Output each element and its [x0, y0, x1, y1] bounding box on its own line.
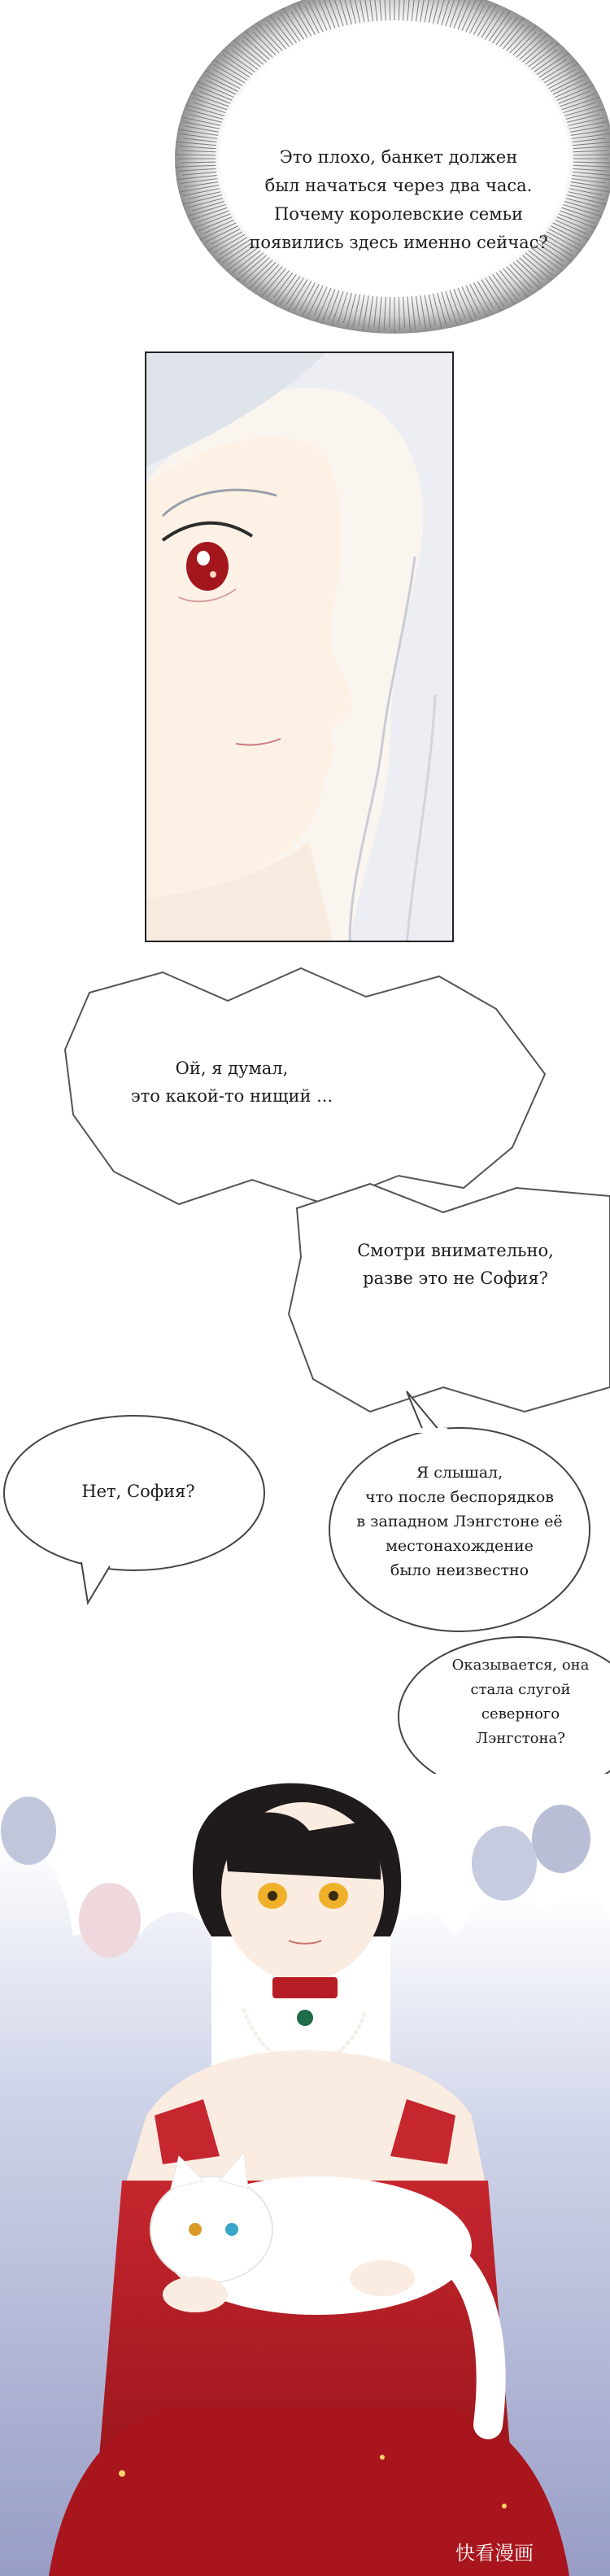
- no-bubble-graphic: [0, 1404, 277, 1607]
- panel-sofia-cat: [0, 1774, 610, 2576]
- beggar-bubble-text: Ой, я думал, это какой-то нищий ...: [130, 1059, 333, 1106]
- watermark-text: 快看漫画: [455, 2542, 534, 2565]
- thought-bubble-text: Это плохо, банкет должен был начаться через два часа. Почему королевские семьи появились здесь именно сейчас?: [249, 147, 548, 252]
- sofia-illustration: [0, 1774, 610, 2576]
- servant-bubble-text: Оказывается, она стала слугой северного Лэнгстона?: [451, 1657, 590, 1747]
- closeup-illustration: [146, 353, 454, 942]
- no-bubble-text: Нет, София?: [81, 1482, 195, 1501]
- panel-closeup: [145, 351, 454, 942]
- heard-bubble-text: Я слышал, что после беспорядков в западном Лэнгстоне её местонахождение было неизвестно: [356, 1464, 563, 1579]
- watermark-logo: [455, 2537, 534, 2565]
- look-bubble-text: Смотри внимательно, разве это не София?: [357, 1241, 554, 1288]
